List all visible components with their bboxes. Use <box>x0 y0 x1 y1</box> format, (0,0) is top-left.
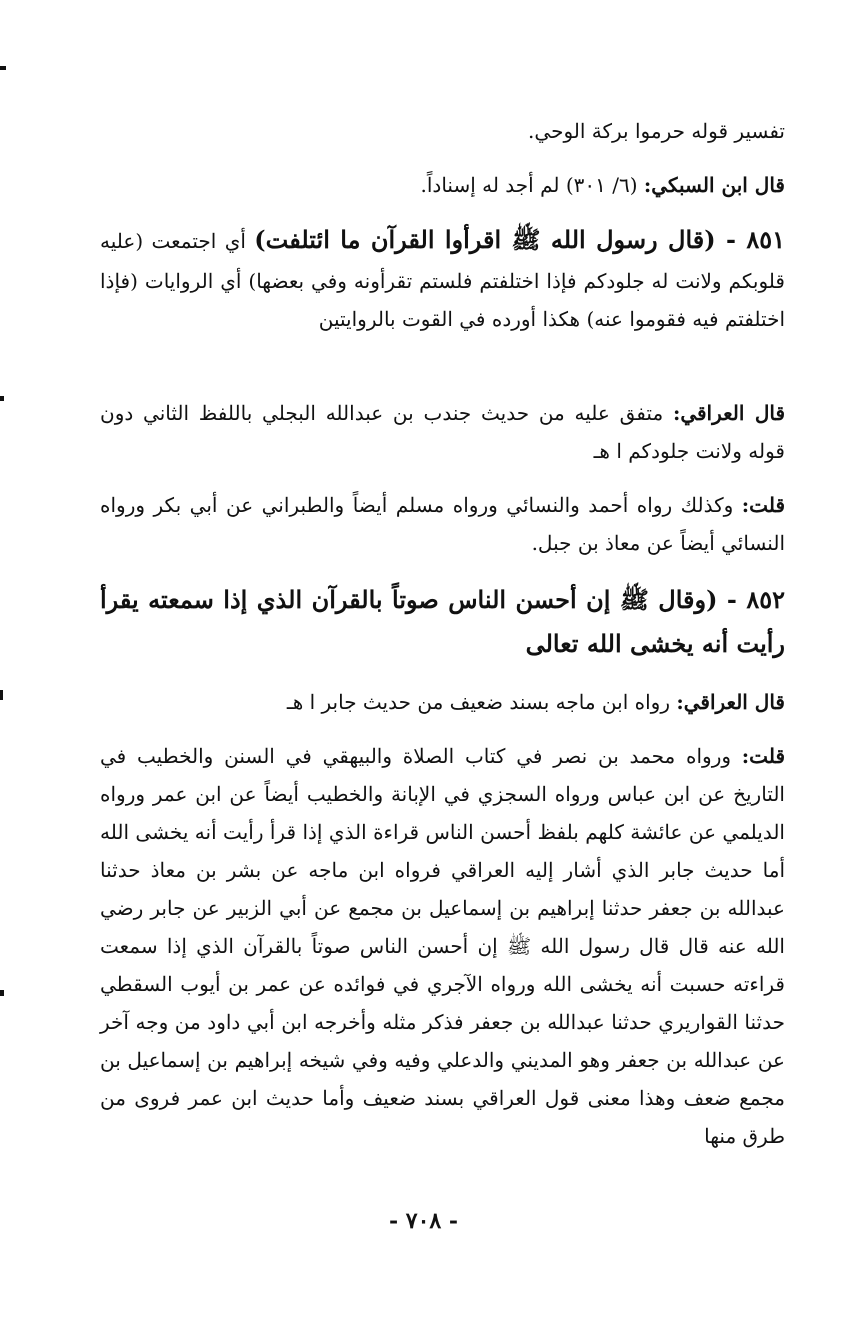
speaker-label: قلت: <box>741 744 785 768</box>
hadith-851 <box>100 218 785 338</box>
paragraph-text: تفسير قوله حرموا بركة الوحي. <box>528 119 785 143</box>
scan-mark <box>0 396 4 401</box>
hadith-heading: ٨٥٢ - (وقال ﷺ إن أحسن الناس صوتاً بالقرآن الذي إذا سمعته يقرأ رأيت أنه يخشى الله تعالى <box>100 585 785 658</box>
paragraph-qultu-1 <box>100 486 785 562</box>
scan-mark <box>0 690 3 700</box>
paragraph-text: رواه ابن ماجه بسند ضعيف من حديث جابر ا هـ <box>286 690 677 714</box>
scan-mark <box>0 66 6 70</box>
paragraph-text: وكذلك رواه أحمد والنسائي ورواه مسلم أيضاً والطبراني عن أبي بكر ورواه النسائي أيضاً عن معاذ بن جبل. <box>100 493 785 555</box>
paragraph-text: أي اجتمعت (عليه قلوبكم ولانت له جلودكم فإذا اختلفتم فلستم تقرأونه وفي بعضها) أي الروايات (فإذا اختلفتم فيه فقوموا عنه) هكذا أورده في القوت بالروايتين <box>100 229 785 331</box>
hadith-heading: ٨٥١ - (قال رسول الله ﷺ اقرأوا القرآن ما ائتلفت) <box>254 225 786 254</box>
paragraph-tafsir <box>100 112 785 150</box>
paragraph-text: متفق عليه من حديث جندب بن عبدالله البجلي باللفظ الثاني دون قوله ولانت جلودكم ا هـ <box>100 401 785 463</box>
hadith-852 <box>100 578 785 666</box>
paragraph-iraqi-1 <box>100 394 785 470</box>
speaker-label: قلت: <box>741 493 785 517</box>
speaker-label: قال ابن السبكي: <box>643 173 785 197</box>
paragraph-qultu-2 <box>100 737 785 1155</box>
page-number: - ٧٠٨ - <box>388 1208 459 1234</box>
paragraph-text: ورواه محمد بن نصر في كتاب الصلاة والبيهقي في السنن والخطيب في التاريخ عن ابن عباس ورواه السجزي في الإبانة والخطيب أيضاً عن ابن عمر ورواه الديلمي عن عائشة كلهم بلفظ أحسن الناس قراءة الذي إذا قرأ رأيت أنه يخشى الله أما حديث جابر الذي أشار إليه العراقي فرواه ابن ماجه عن بشر بن معاذ حدثنا عبدالله بن جعفر حدثنا إبراهيم بن إسماعيل بن مجمع عن أبي الزبير عن جابر رضي الله عنه قال قال رسول الله ﷺ إن أحسن الناس صوتاً بالقرآن الذي إذا سمعت قراءته حسبت أنه يخشى الله ورواه الآجري في فوائده عن عمر بن أيوب السقطي حدثنا القواريري حدثنا عبدالله بن جعفر فذكر مثله وأخرجه ابن أبي داود من وجه آخر عن عبدالله بن جعفر وهو المديني والدعلي وفيه وفي شيخه إبراهيم بن إسماعيل بن مجمع ضعف وهذا معنى قول العراقي بسند ضعيف وأما حديث ابن عمر فروى من طرق منها <box>100 744 785 1148</box>
speaker-label: قال العراقي: <box>676 690 785 714</box>
paragraph-text: (٦/ ٣٠١) لم أجد له إسناداً. <box>420 173 644 197</box>
speaker-label: قال العراقي: <box>672 401 786 425</box>
scan-mark <box>0 990 4 996</box>
paragraph-iraqi-2 <box>100 683 785 721</box>
paragraph-ibn-subki <box>100 166 785 204</box>
